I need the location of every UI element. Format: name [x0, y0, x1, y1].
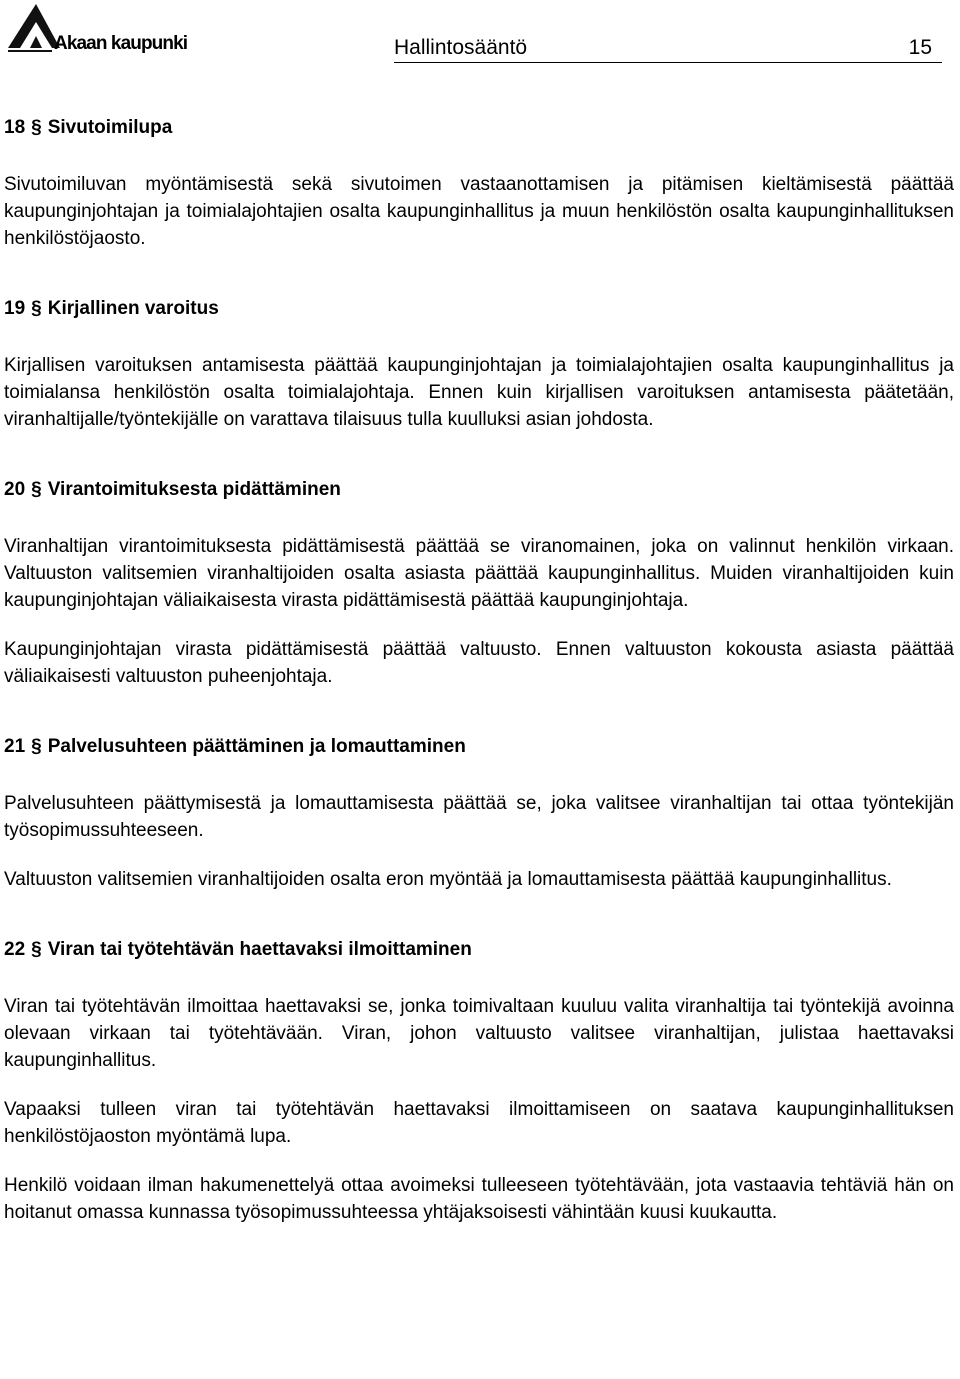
section-title: Kirjallinen varoitus — [47, 298, 219, 319]
paragraph: Vapaaksi tulleen viran tai työtehtävän haettavaksi ilmoittamiseen on saatava kaupunginhallituksen henkilöstöjaoston myöntämä lupa. — [4, 1099, 954, 1147]
section-title: Sivutoimilupa — [47, 117, 173, 138]
paragraph: Palvelusuhteen päättymisestä ja lomauttamisesta päättää se, joka valitsee viranhaltijan tai ottaa työntekijän työsopimussuhteeseen. — [4, 793, 954, 841]
section-mark: § — [31, 117, 42, 138]
logo-text: Akaan kaupunki — [54, 33, 188, 54]
section-heading — [4, 114, 954, 141]
section-mark: § — [31, 479, 42, 500]
section-heading — [4, 936, 954, 963]
header-rule — [394, 62, 942, 63]
paragraph: Valtuuston valitsemien viranhaltijoiden osalta eron myöntää ja lomauttamisesta päättää kaupunginhallitus. — [4, 869, 892, 890]
paragraph: Viran tai työtehtävän ilmoittaa haettavaksi se, jonka toimivaltaan kuuluu valita viranhaltija tai työntekijä avoinna olevaan virkaan tai työtehtävään. Viran, johon valtuusto valitsee viranhaltijan, julistaa haettavaksi kaupunginhallitus. — [4, 996, 954, 1071]
paragraph: Viranhaltijan virantoimituksesta pidättämisestä päättää se viranomainen, joka on valinnut henkilön virkaan. Valtuuston valitsemien viranhaltijoiden osalta asiasta päättää kaupunginhallitus. Muiden viranhaltijoiden kuin kaupunginjohtajan väliaikaisesta virasta pidättämisestä päättää kaupunginjohtaja. — [4, 536, 954, 611]
section-number: 21 — [4, 736, 26, 757]
section-heading — [4, 295, 954, 322]
paragraph: Henkilö voidaan ilman hakumenettelyä ottaa avoimeksi tulleeseen työtehtävään, jota vastaavia tehtäviä hän on hoitanut omassa kunnassa työsopimussuhteessa yhtäjaksoisesti vähintään kuusi kuukautta. — [4, 1175, 954, 1223]
section-number: 20 — [4, 479, 26, 500]
section-number: 19 — [4, 298, 26, 319]
paragraph: Kirjallisen varoituksen antamisesta päättää kaupunginjohtajan ja toimialajohtajien osalta kaupunginhallitus ja toimialansa henkilöstön osalta toimialajohtaja. Ennen kuin kirjallisen varoituksen antamisesta päätetään, viranhaltijalle/työntekijälle on varattava tilaisuus tulla kuulluksi asian johdosta. — [4, 355, 954, 430]
page-number: 15 — [908, 36, 932, 59]
section-mark: § — [31, 736, 42, 757]
document-body — [4, 114, 954, 1226]
page-header — [0, 0, 960, 64]
section-title: Palvelusuhteen päättäminen ja lomauttaminen — [47, 736, 466, 757]
section-number: 22 — [4, 939, 26, 960]
section-heading — [4, 733, 954, 760]
section-mark: § — [31, 939, 42, 960]
section-title: Virantoimituksesta pidättäminen — [47, 479, 341, 500]
document-title: Hallintosääntö — [394, 36, 528, 59]
section-number: 18 — [4, 117, 26, 138]
akaa-logo — [6, 2, 186, 56]
section-heading — [4, 476, 954, 503]
section-title: Viran tai työtehtävän haettavaksi ilmoittaminen — [47, 939, 472, 960]
paragraph: Sivutoimiluvan myöntämisestä sekä sivutoimen vastaanottamisen ja pitämisen kieltämisestä päättää kaupunginjohtajan ja toimialajohtajien osalta kaupunginhallitus ja muun henkilöstön osalta kaupunginhallituksen henkilöstöjaosto. — [4, 174, 954, 249]
section-mark: § — [31, 298, 42, 319]
paragraph: Kaupunginjohtajan virasta pidättämisestä päättää valtuusto. Ennen valtuuston kokousta asiasta päättää väliaikaisesti valtuuston puheenjohtaja. — [4, 639, 954, 687]
